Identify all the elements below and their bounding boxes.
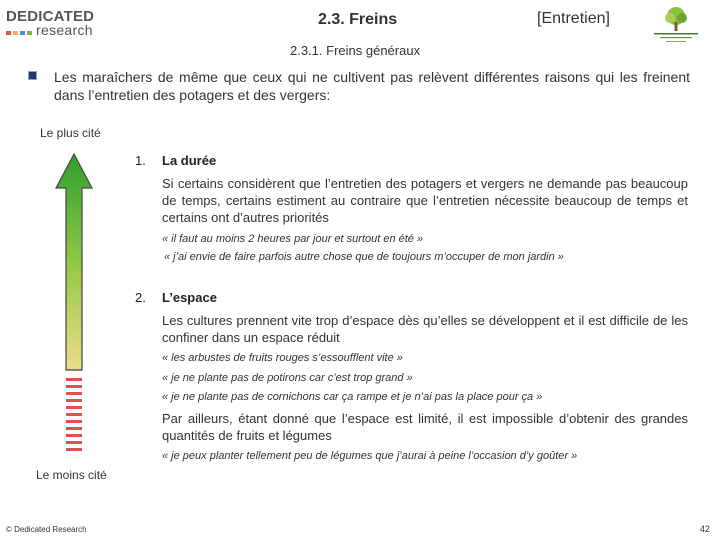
intro-paragraph: Les maraîchers de même que ceux qui ne cultivent pas relèvent différentes raisons qui les freinent dans l’entretien des potagers et des vergers:	[54, 69, 690, 103]
arrow-stripes	[66, 378, 82, 451]
scale-bottom-label: Le moins cité	[36, 468, 107, 482]
section-1-quote: « il faut au moins 2 heures par jour et surtout en été »	[162, 233, 424, 245]
slide-subtitle: 2.3.1. Freins généraux	[290, 43, 421, 58]
logo-square	[13, 31, 18, 35]
page-number: 42	[700, 524, 711, 534]
slide-title: 2.3. Freins	[318, 11, 398, 28]
section-1-heading: La durée	[162, 153, 217, 168]
logo-text-dedicated: DEDICATED	[6, 8, 95, 25]
section-2-number: 2.	[135, 290, 146, 305]
dedicated-research-logo	[6, 8, 106, 36]
scale-top-label: Le plus cité	[40, 126, 101, 140]
section-2-text-2: Par ailleurs, étant donné que l’espace est limité, il est impossible d’obtenir des grandes quantités de fruits et légumes	[162, 411, 688, 443]
section-2-heading: L’espace	[162, 290, 217, 305]
logo-square	[20, 31, 25, 35]
arrow-shape	[56, 154, 92, 370]
ranking-arrow	[54, 152, 94, 462]
section-1-quote: « j’ai envie de faire parfois autre chose que de toujours m’occuper de mon jardin »	[164, 251, 564, 263]
section-2-text: Les cultures prennent vite trop d’espace dès qu’elles se développent et il est difficile de les confiner dans un espace réduit	[162, 313, 688, 345]
section-2-quote: « je ne plante pas de cornichons car ça rampe et je n’ai pas la place pour ça »	[162, 391, 543, 403]
partner-tree-logo	[652, 4, 700, 46]
section-2-quote: « je ne plante pas de potirons car c’est trop grand »	[162, 372, 413, 384]
bullet-square-icon	[28, 71, 37, 80]
logo-square	[27, 31, 32, 35]
section-1-number: 1.	[135, 153, 146, 168]
section-1-text: Si certains considèrent que l’entretien des potagers et vergers ne demande pas beaucoup de temps, certains estiment au contraire que l’entretien nécessite beaucoup de temps et certains ont d’autres priorités	[162, 176, 688, 225]
logo-square	[6, 31, 11, 35]
section-2-quote: « je peux planter tellement peu de légumes que j’aurai à peine l’occasion d’y goûter »	[162, 450, 578, 462]
section-tag: [Entretien]	[537, 10, 610, 27]
logo-text-research: research	[36, 22, 93, 38]
section-2-quote: « les arbustes de fruits rouges s’essoufflent vite »	[162, 352, 403, 364]
footer-copyright: © Dedicated Research	[6, 525, 87, 534]
